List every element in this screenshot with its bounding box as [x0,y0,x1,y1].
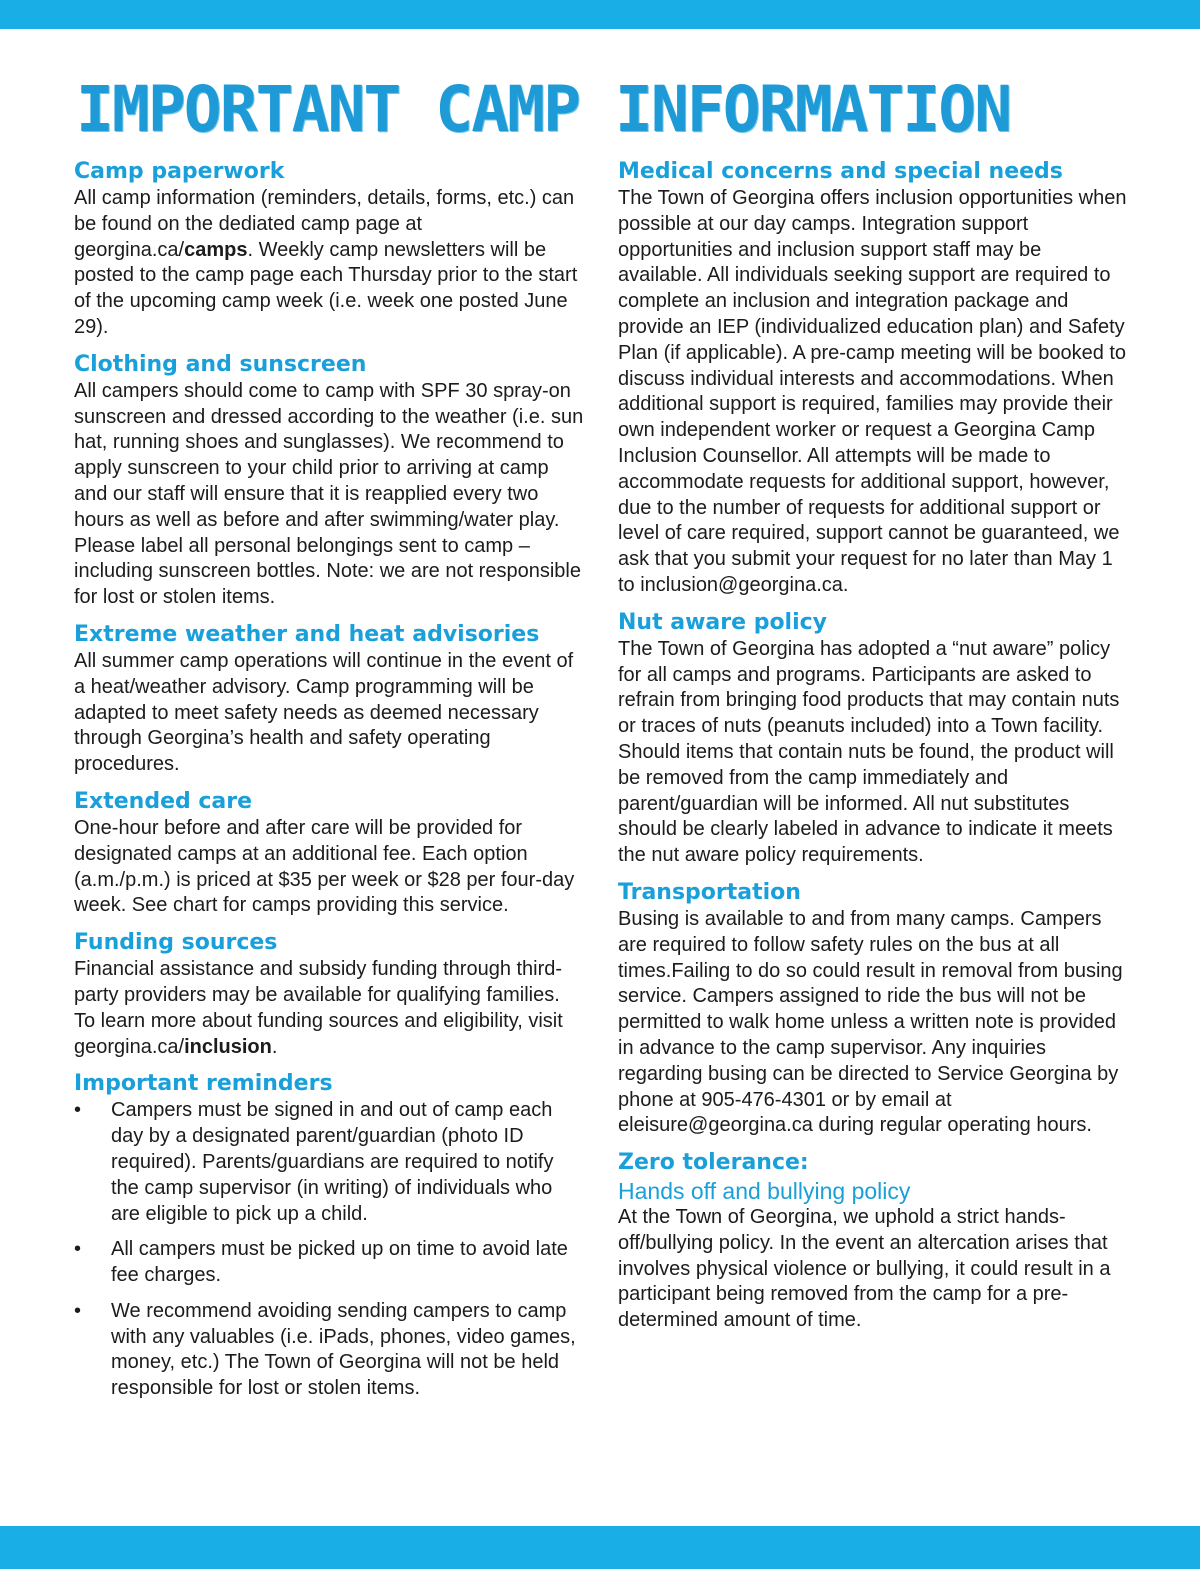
section-transportation [618,878,1130,1139]
section-extreme-weather [74,620,586,778]
section-heading: Funding sources [74,930,278,956]
body-text-part: All camp information (reminders, details, forms, etc.) can be found on the dediated camp page at georgina.ca/ [74,187,575,261]
section-heading: Important reminders [74,1071,333,1097]
section-heading: Zero tolerance: [618,1150,809,1176]
reminder-item: • We recommend avoiding sending campers to camp with any valuables (i.e. iPads, phones, video games, money, etc.) The Town of Georgina will not be held responsible for lost or stolen items. [74,1299,586,1402]
section-body: All campers should come to camp with SPF 30 spray-on sunscreen and dressed according to the weather (i.e. sun hat, running shoes and sunglasses). We recommend to apply sunscreen to your child prior to arriving at camp and our staff will ensure that it is reapplied every two hours as well as before and after swimming/water play. Please label all personal belongings sent to camp – including sunscreen bottles. Note: we are not responsible for lost or stolen items. [74,379,584,609]
right-column [618,157,1130,1343]
section-heading: Nut aware policy [618,609,828,635]
reminders-list [74,1098,586,1402]
section-body [74,186,586,341]
section-medical-concerns [618,157,1130,599]
section-extended-care [74,787,586,919]
section-zero-tolerance [618,1148,1130,1334]
section-funding-sources [74,928,586,1060]
section-heading: Transportation [618,879,801,905]
section-body: The Town of Georgina has adopted a “nut aware” policy for all camps and programs. Participants are asked to refrain from bringing food products that may contain nuts or traces of nuts (peanuts included) into a Town facility. Should items that contain nuts be found, the product will be removed from the camp immediately and parent/guardian will be informed. All nut substitutes should be clearly labeled in advance to indicate it meets the nut aware policy requirements. [618,637,1120,867]
section-body: One-hour before and after care will be provided for designated camps at an additional fee. Each option (a.m./p.m.) is priced at $35 per week or $28 per four-day week. See chart for camps providing this service. [74,816,575,917]
section-heading: Extreme weather and heat advisories [74,621,540,647]
body-text-part: . [271,1035,278,1058]
reminder-item: • Campers must be signed in and out of camp each day by a designated parent/guardian (photo ID required). Parents/guardians are required to notify the camp supervisor (in writing) of individuals who are eligible to pick up a child. [74,1098,586,1227]
section-body: All summer camp operations will continue in the event of a heat/weather advisory. Camp programming will be adapted to meet safety needs as deemed necessary through Georgina’s health and safety operating procedures. [74,649,574,776]
section-camp-paperwork [74,157,586,341]
body-text-part: Financial assistance and subsidy funding through third-party providers may be available for qualifying families. To learn more about funding sources and eligibility, visit georgina.ca/ [74,958,563,1058]
section-important-reminders [74,1069,586,1402]
reminder-item: • All campers must be picked up on time to avoid late fee charges. [74,1237,586,1289]
section-subheading: Hands off and bullying policy [618,1178,911,1205]
section-nut-aware-policy [618,608,1130,869]
section-heading: Camp paperwork [74,159,285,184]
page-title: IMPORTANT CAMP INFORMATION [76,73,1011,146]
section-heading: Medical concerns and special needs [618,159,1063,184]
section-body: At the Town of Georgina, we uphold a strict hands-off/bullying policy. In the event an altercation arises that involves physical violence or bullying, it could result in a participant being removed from the camp for a pre-determined amount of time. [618,1206,1111,1332]
section-body: The Town of Georgina offers inclusion opportunities when possible at our day camps. Integration support opportunities and inclusion support staff may be available. All individuals seeking support are required to complete an inclusion and integration package and provide an IEP (individualized education plan) and Safety Plan (if applicable). A pre-camp meeting will be booked to discuss individual interests and accommodations. When additional support is required, families may provide their own independent worker or request a Georgina Camp Inclusion Counsellor. All attempts will be made to accommodate requests for additional support, however, due to the number of requests for additional support or level of care required, support cannot be guaranteed, we ask that you submit your request for no later than May 1 to inclusion@georgina.ca. [618,187,1127,596]
bottom-color-band [0,1526,1200,1569]
body-text-part: . Weekly camp newsletters will be posted to the camp page each Thursday prior to the start of the upcoming camp week (i.e. week one posted June 29). [74,238,578,338]
section-clothing-sunscreen [74,350,586,611]
section-heading: Extended care [74,788,253,814]
left-column [74,157,586,1412]
top-color-band [0,0,1200,29]
section-heading: Clothing and sunscreen [74,351,367,377]
section-body [74,957,586,1060]
section-body: Busing is available to and from many camps. Campers are required to follow safety rules on the bus at all times.Failing to do so could result in removal from busing service. Campers assigned to ride the bus will not be permitted to walk home unless a written note is provided in advance to the camp supervisor. Any inquiries regarding busing can be directed to Service Georgina by phone at 905-476-4301 or by email at eleisure@georgina.ca during regular operating hours. [618,907,1123,1137]
inclusion-link-text: inclusion [184,1035,272,1058]
camps-link-text: camps [184,238,248,261]
